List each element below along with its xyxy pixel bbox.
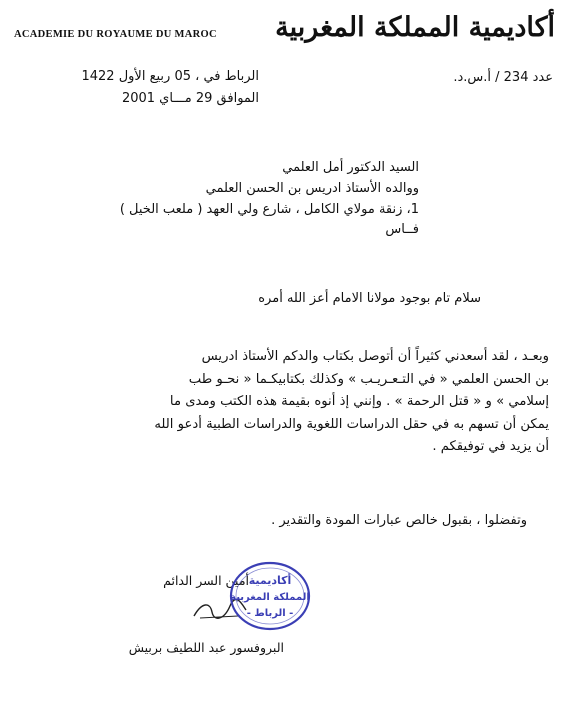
stamp-line-3: - الرباط -	[246, 608, 294, 619]
academy-name-french: ACADEMIE DU ROYAUME DU MAROC	[14, 29, 217, 40]
addressee-city: فــاس	[385, 222, 419, 237]
body-line: أن يزيد في توفيقكم .	[432, 439, 549, 454]
date-gregorian: الموافق 29 مـــاي 2001	[121, 91, 259, 106]
official-stamp	[228, 560, 312, 632]
signatory-name: البروفسور عبد اللطيف بربيش	[128, 640, 284, 655]
addressee-address: 1، زنقة مولاي الكامل ، شارع ولي العهد ( ملعب الخيل )	[119, 202, 419, 217]
body-line: وبعـد ، لقد أسعدني كثيراً أن أتوصل بكتاب والدكم الأستاذ ادريس	[201, 349, 549, 364]
signatory-title: أمين السر الدائم	[163, 573, 249, 588]
body-line: إسلامي » و « قتل الرحمة » . وإنني إذ أنوه بقيمة هذه الكتب ومدى ما	[169, 394, 549, 409]
closing-line: وتفضلوا ، بقبول خالص عبارات المودة والتقدير .	[271, 513, 527, 528]
academy-logo-arabic: أكاديمية المملكة المغربية	[275, 12, 555, 43]
letter-body	[14, 346, 549, 459]
reference-number: عدد 234 / أ.س.د.	[453, 70, 553, 85]
body-line: بن الحسن العلمي « في التـعـريـب » وكذلك بكتابيكـما « نحـو طب	[188, 371, 549, 387]
stamp-line-1: أكاديمية	[248, 574, 292, 587]
addressee-line-2: ووالده الأستاذ ادريس بن الحسن العلمي	[205, 181, 419, 196]
addressee-line-1: السيد الدكتور أمل العلمي	[282, 160, 419, 175]
date-hijri: الرباط في ، 05 ربيع الأول 1422	[81, 69, 259, 84]
body-line: يمكن أن تسهم به في حقل الدراسات اللغوية والدراسات الطبية أدعو الله	[154, 416, 549, 432]
stamp-line-2: المملكة المغربية	[230, 592, 310, 603]
greeting: سلام تام بوجود مولانا الامام أعز الله أمره	[258, 291, 481, 306]
